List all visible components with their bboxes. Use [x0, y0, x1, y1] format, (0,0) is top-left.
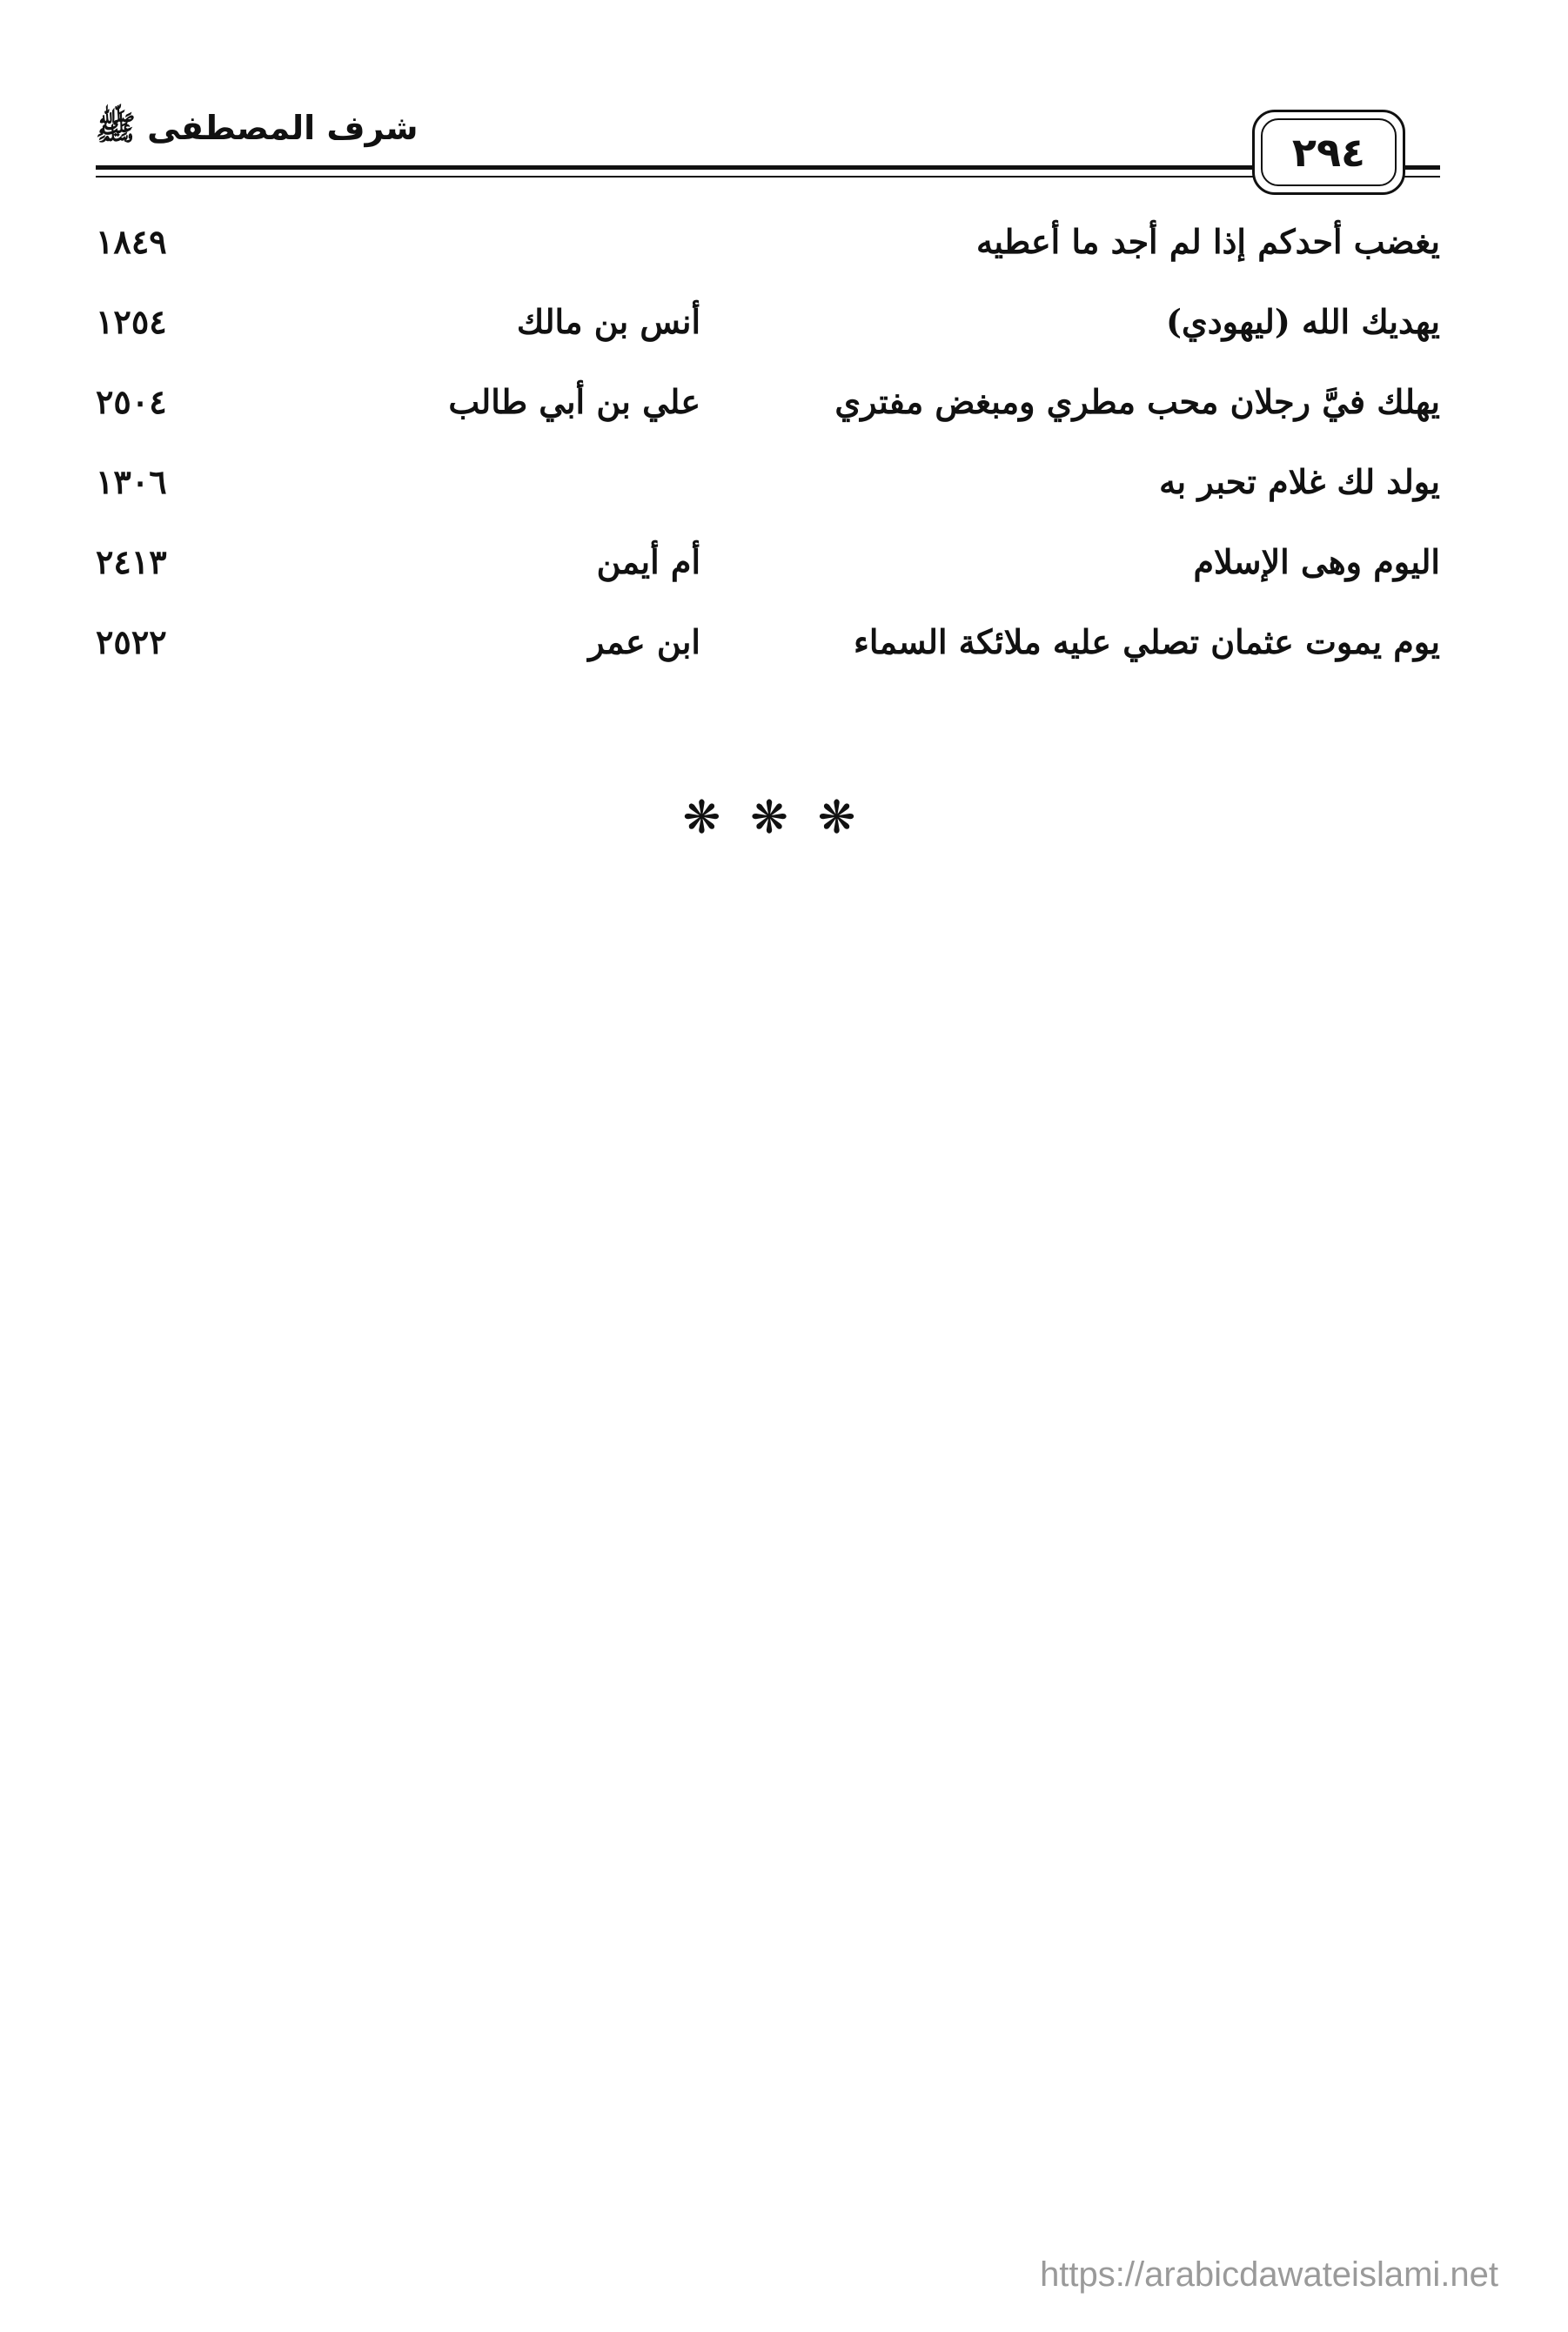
hadith-number: ١٨٤٩ [96, 222, 167, 261]
page-number: ٢٩٤ [1261, 118, 1397, 186]
narrator-name: أم أيمن [596, 542, 700, 581]
hadith-number: ٢٥٠٤ [96, 382, 167, 421]
header-rule [96, 165, 1440, 170]
hadith-phrase: يغضب أحدكم إذا لم أجد ما أعطيه [975, 222, 1440, 261]
hadith-phrase: اليوم وهى الإسلام [1193, 542, 1440, 581]
hadith-number: ٢٤١٣ [96, 542, 167, 581]
hadith-number: ٢٥٢٢ [96, 622, 167, 661]
table-row [96, 302, 1440, 382]
hadith-number: ١٢٥٤ [96, 302, 167, 341]
table-row [96, 222, 1440, 302]
hadith-phrase: يولد لك غلام تحبر به [1159, 462, 1440, 501]
hadith-index-table [96, 222, 1440, 702]
hadith-phrase: يوم يموت عثمان تصلي عليه ملائكة السماء [854, 622, 1440, 661]
narrator-name: أنس بن مالك [516, 302, 700, 341]
table-row [96, 462, 1440, 542]
hadith-phrase: يهديك الله (ليهودي) [1165, 302, 1440, 341]
narrator-name: ابن عمر [588, 622, 700, 661]
table-row [96, 542, 1440, 622]
hadith-number: ١٣٠٦ [96, 462, 167, 501]
section-separator: ❋❋❋ [682, 792, 886, 844]
table-row [96, 382, 1440, 462]
header-rule-thin [96, 176, 1440, 178]
running-title: شرف المصطفى ﷺ [96, 109, 419, 147]
page-header [96, 103, 1440, 198]
narrator-name: علي بن أبي طالب [448, 382, 700, 421]
table-row [96, 622, 1440, 702]
source-watermark: https://arabicdawateislami.net [1040, 2255, 1498, 2294]
hadith-phrase: يهلك فيَّ رجلان محب مطري ومبغض مفتري [834, 382, 1440, 421]
page-number-frame [1252, 110, 1405, 195]
